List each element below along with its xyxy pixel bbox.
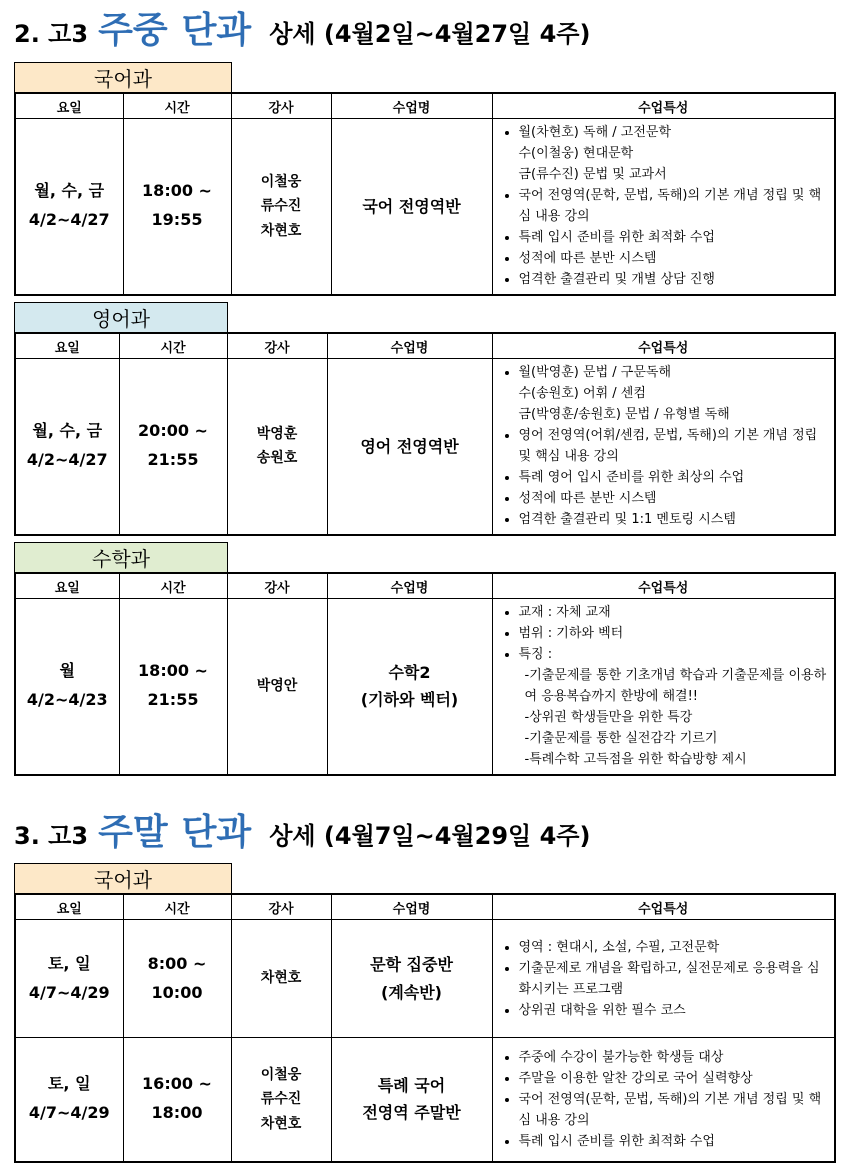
feature-item: • 국어 전영역(문학, 문법, 독해)의 기본 개념 정립 및 핵심 내용 강의 — [519, 185, 829, 227]
features-cell — [492, 359, 835, 535]
class-name-sub: (기하와 벡터) — [360, 690, 459, 710]
teacher-cell — [227, 359, 327, 535]
feature-item: • 특례 영어 입시 준비를 위한 최상의 수업 — [519, 467, 829, 488]
teacher-cell — [231, 1038, 331, 1162]
day-cell — [15, 359, 119, 535]
day: 월 — [59, 661, 75, 681]
feature-item: 금(류수진) 문법 및 교과서 — [518, 167, 667, 183]
feature-item: • 성적에 따른 분반 시스템 — [519, 248, 829, 269]
date: 4/2~4/23 — [26, 690, 108, 710]
feature-item: 수(송원호) 어휘 / 센컴 — [518, 386, 646, 402]
feature-item: -기출문제를 통한 기초개념 학습과 기출문제를 이용하여 응용복습까지 한방에 해결!! — [524, 668, 827, 705]
class-name-sub: 전영역 주말반 — [362, 1103, 461, 1123]
title-highlight-2: 단과 — [181, 812, 252, 853]
header-teacher: 강사 — [227, 573, 327, 599]
title-rest: 상세 (4월2일~4월27일 4주) — [269, 20, 591, 48]
class-name-cell — [331, 920, 492, 1038]
feature-item: • 국어 전영역(문학, 문법, 독해)의 기본 개념 정립 및 핵심 내용 강의 — [519, 1089, 829, 1131]
table-row — [15, 599, 835, 775]
class-name: 특례 국어 — [377, 1076, 446, 1096]
teacher: 차현호 — [260, 1115, 302, 1132]
header-class-name: 수업명 — [327, 573, 492, 599]
day-cell — [15, 119, 123, 295]
features-cell — [492, 119, 835, 295]
header-day: 요일 — [15, 93, 123, 119]
english-tab: 영어과 — [14, 302, 228, 332]
title-rest: 상세 (4월7일~4월29일 4주) — [269, 822, 591, 850]
teacher: 차현호 — [260, 222, 302, 239]
feature-item: • 영역 : 현대시, 소설, 수필, 고전문학 — [519, 937, 829, 958]
teacher: 박영훈 — [256, 425, 298, 442]
header-features: 수업특성 — [492, 93, 835, 119]
class-name-sub: (계속반) — [381, 982, 442, 1002]
table-header-row — [15, 573, 835, 599]
day-cell — [15, 599, 119, 775]
feature-item: • 특례 입시 준비를 위한 최적화 수업 — [519, 1131, 829, 1152]
day: 토, 일 — [47, 953, 91, 973]
math-tab: 수학과 — [14, 542, 228, 572]
time-end: 18:00 — [151, 1103, 203, 1123]
feature-item: -기출문제를 통한 실전감각 기르기 — [524, 731, 718, 747]
time-cell — [119, 359, 227, 535]
time-cell — [119, 599, 227, 775]
feature-item: • 엄격한 출결관리 및 개별 상담 진행 — [519, 269, 829, 290]
class-name: 국어 전영역반 — [362, 196, 461, 216]
table-row — [15, 920, 835, 1038]
table-row — [15, 119, 835, 295]
teacher: 이철웅 — [260, 173, 302, 190]
teacher: 박영안 — [256, 678, 298, 694]
time-end: 19:55 — [151, 210, 203, 230]
math-weekday-table — [14, 572, 836, 776]
class-name-cell — [331, 119, 492, 295]
features-cell — [492, 920, 835, 1038]
feature-item: • 주말을 이용한 알찬 강의로 국어 실력향상 — [519, 1068, 829, 1089]
teacher: 류수진 — [260, 198, 302, 214]
features-cell — [492, 1038, 835, 1162]
time-start: 8:00 ~ — [147, 953, 207, 973]
table-row — [15, 359, 835, 535]
feature-item: • 주중에 수강이 불가능한 학생들 대상 — [519, 1047, 829, 1068]
day-cell — [15, 1038, 123, 1162]
date: 4/2~4/27 — [26, 450, 108, 470]
header-class-name: 수업명 — [327, 333, 492, 359]
table-header-row — [15, 93, 835, 119]
header-class-name: 수업명 — [331, 894, 492, 920]
table-header-row — [15, 894, 835, 920]
header-day: 요일 — [15, 894, 123, 920]
title-highlight-1: 주중 — [98, 10, 168, 51]
day: 월, 수, 금 — [34, 181, 105, 201]
feature-item: 금(박영훈/송원호) 문법 / 유형별 독해 — [518, 407, 730, 423]
time-start: 20:00 ~ — [138, 421, 208, 441]
table-header-row — [15, 333, 835, 359]
section3-title — [14, 804, 591, 853]
teacher-cell — [227, 599, 327, 775]
feature-item: • 월(차현호) 독해 / 고전문학 — [519, 122, 829, 143]
time-start: 16:00 ~ — [142, 1074, 212, 1094]
day: 토, 일 — [47, 1074, 91, 1094]
date: 4/7~4/29 — [28, 1103, 110, 1123]
korean-weekend-table — [14, 893, 836, 1163]
time-start: 18:00 ~ — [138, 661, 208, 681]
time-start: 18:00 ~ — [142, 181, 212, 201]
header-time: 시간 — [123, 894, 231, 920]
time-cell — [123, 920, 231, 1038]
time-end: 21:55 — [147, 450, 199, 470]
feature-item: • 기출문제로 개념을 확립하고, 실전문제로 응용력을 심화시키는 프로그램 — [519, 958, 829, 1000]
day-cell — [15, 920, 123, 1038]
feature-item: • 특례 입시 준비를 위한 최적화 수업 — [519, 227, 829, 248]
time-cell — [123, 1038, 231, 1162]
header-teacher: 강사 — [227, 333, 327, 359]
korean-tab: 국어과 — [14, 62, 232, 92]
teacher-cell — [231, 119, 331, 295]
feature-item: 수(이철웅) 현대문학 — [518, 146, 634, 162]
header-class-name: 수업명 — [331, 93, 492, 119]
time-cell — [123, 119, 231, 295]
header-teacher: 강사 — [231, 894, 331, 920]
class-name: 영어 전영역반 — [360, 436, 459, 456]
korean-weekday-table — [14, 92, 836, 296]
section-number: 3. 고3 — [14, 822, 89, 850]
title-highlight-1: 주말 — [98, 812, 168, 853]
feature-item: • 성적에 따른 분반 시스템 — [519, 488, 829, 509]
feature-item: • 상위권 대학을 위한 필수 코스 — [519, 1000, 829, 1021]
date: 4/2~4/27 — [28, 210, 110, 230]
feature-item: • 특징 : — [519, 644, 829, 665]
class-name: 문학 집중반 — [370, 955, 453, 975]
header-features: 수업특성 — [492, 573, 835, 599]
date: 4/7~4/29 — [28, 982, 110, 1002]
teacher: 류수진 — [260, 1091, 302, 1107]
header-time: 시간 — [119, 333, 227, 359]
feature-item: • 교재 : 자체 교재 — [519, 602, 829, 623]
class-name-cell — [327, 599, 492, 775]
english-weekday-table — [14, 332, 836, 536]
header-day: 요일 — [15, 573, 119, 599]
teacher: 이철웅 — [260, 1066, 302, 1083]
class-name-cell — [327, 359, 492, 535]
features-cell — [492, 599, 835, 775]
teacher: 차현호 — [260, 970, 302, 987]
header-features: 수업특성 — [492, 894, 835, 920]
class-name: 수학2 — [388, 663, 431, 683]
section-number: 2. 고3 — [14, 20, 89, 48]
class-name-cell — [331, 1038, 492, 1162]
feature-item: • 영어 전영역(어휘/센컴, 문법, 독해)의 기본 개념 정립 및 핵심 내용 강의 — [519, 425, 829, 467]
teacher-cell — [231, 920, 331, 1038]
teacher: 송원호 — [256, 450, 298, 467]
time-end: 21:55 — [147, 690, 199, 710]
header-time: 시간 — [123, 93, 231, 119]
table-row — [15, 1038, 835, 1162]
header-features: 수업특성 — [492, 333, 835, 359]
header-teacher: 강사 — [231, 93, 331, 119]
header-day: 요일 — [15, 333, 119, 359]
title-highlight-2: 단과 — [181, 10, 252, 51]
header-time: 시간 — [119, 573, 227, 599]
feature-item: • 엄격한 출결관리 및 1:1 멘토링 시스템 — [519, 509, 829, 530]
feature-item: • 범위 : 기하와 벡터 — [519, 623, 829, 644]
feature-item: -상위권 학생들만을 위한 특강 — [524, 710, 693, 726]
feature-item: -특례수학 고득점을 위한 학습방향 제시 — [524, 752, 747, 768]
feature-item: • 월(박영훈) 문법 / 구문독해 — [519, 362, 829, 383]
korean-weekend-tab: 국어과 — [14, 863, 232, 893]
time-end: 10:00 — [151, 982, 203, 1002]
day: 월, 수, 금 — [32, 421, 103, 441]
section2-title — [14, 2, 591, 51]
